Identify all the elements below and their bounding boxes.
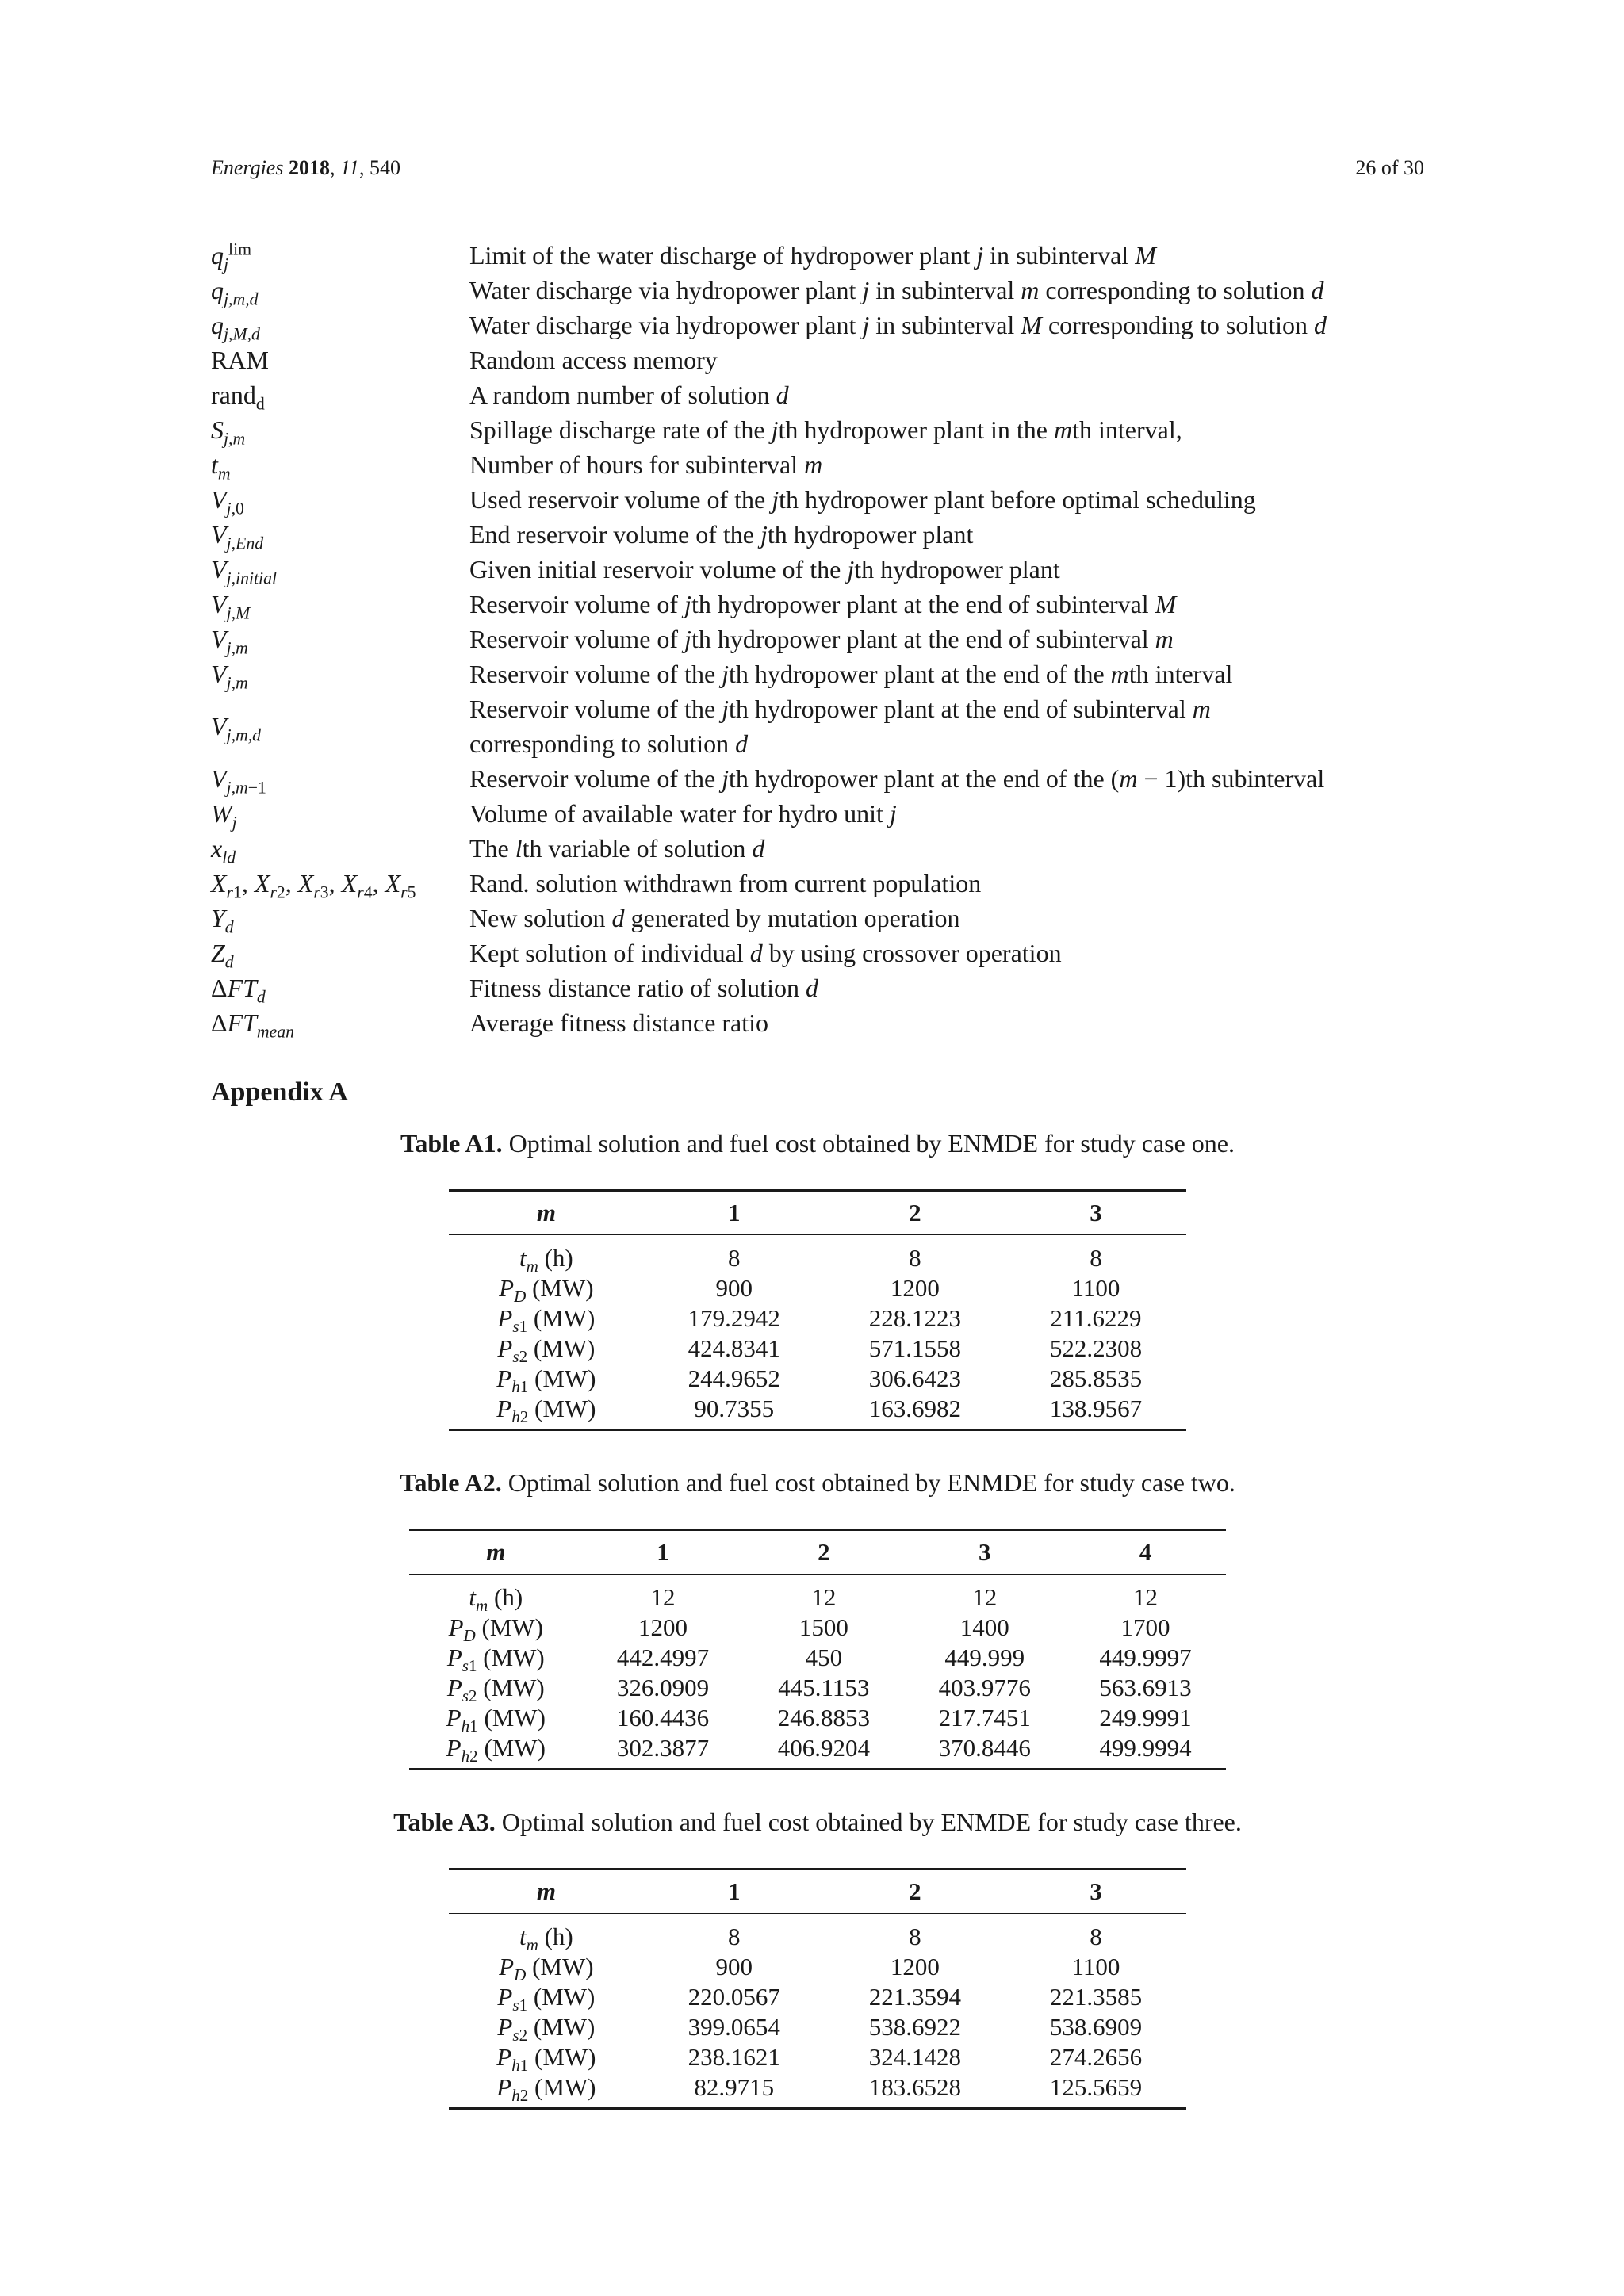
table-row-label: $P_{h2}$ (MW) <box>496 2073 596 2106</box>
table-header-cell: m <box>449 1191 644 1235</box>
nomenclature-symbol: $W_j$ <box>211 799 237 832</box>
table-a1 <box>449 1189 1186 1431</box>
table-row <box>449 2042 1186 2072</box>
table-cell: 302.3877 <box>616 1734 710 1762</box>
nomenclature-definition: Random access memory <box>469 346 718 374</box>
nomenclature-row <box>211 970 1448 1005</box>
table-row <box>409 1733 1226 1770</box>
nomenclature-row <box>211 412 1448 447</box>
table-cell: 8 <box>728 1244 741 1272</box>
nomenclature-row <box>211 831 1448 866</box>
table-cell: 238.1621 <box>688 2043 780 2071</box>
table-cell: 1200 <box>890 1953 940 1980</box>
table-row-label: $P_D$ (MW) <box>499 1274 594 1307</box>
table-cell: 522.2308 <box>1049 1334 1143 1362</box>
table-cell: 8 <box>728 1923 741 1950</box>
table-row-label: $t_m$ (h) <box>519 1923 573 1955</box>
table-cell: 12 <box>650 1583 676 1611</box>
nomenclature-row <box>211 936 1448 970</box>
table-cell: 370.8446 <box>938 1734 1031 1762</box>
table-header-cell: 3 <box>1005 1869 1186 1914</box>
table-row-label: $P_{h2}$ (MW) <box>496 1395 596 1427</box>
table-cell: 424.8341 <box>688 1334 780 1362</box>
table-caption-text: Optimal solution and fuel cost obtained by ENMDE for study case three. <box>501 1808 1242 1836</box>
table-cell: 8 <box>909 1923 921 1950</box>
table-row-label: $t_m$ (h) <box>469 1583 523 1616</box>
table-cell: 1400 <box>959 1613 1009 1641</box>
nomenclature-symbol: $V_{j,m}$ <box>211 660 248 693</box>
nomenclature-definition: End reservoir volume of the jth hydropower plant <box>469 520 974 549</box>
table-cell: 1200 <box>638 1613 688 1641</box>
table-header-cell: 1 <box>644 1869 825 1914</box>
table-cell: 399.0654 <box>688 2013 780 2041</box>
nomenclature-row <box>211 656 1448 691</box>
table-cell: 228.1223 <box>868 1304 961 1332</box>
nomenclature-row <box>211 796 1448 831</box>
nomenclature-row <box>211 866 1448 901</box>
table-cell: 82.9715 <box>694 2073 775 2101</box>
table-row <box>449 1303 1186 1334</box>
table-cell: 900 <box>715 1274 753 1302</box>
table-row <box>449 1334 1186 1364</box>
table-row-label: $P_{s1}$ (MW) <box>497 1304 596 1337</box>
table-cell: 324.1428 <box>868 2043 961 2071</box>
nomenclature-definition: Kept solution of individual d by using crossover operation <box>469 939 1062 967</box>
nomenclature-symbol: rand$_d$ <box>211 381 265 414</box>
table-row-label: $P_{s1}$ (MW) <box>446 1644 545 1676</box>
article-number: , 540 <box>359 156 401 179</box>
table-cell: 1200 <box>890 1274 940 1302</box>
nomenclature-row <box>211 901 1448 936</box>
table-cell: 244.9652 <box>688 1364 780 1392</box>
table-cell: 285.8535 <box>1049 1364 1143 1392</box>
table-cell: 160.4436 <box>616 1704 710 1732</box>
table-cell: 246.8853 <box>777 1704 870 1732</box>
page-number: 26 of 30 <box>1355 156 1424 179</box>
nomenclature-symbol: $Y_d$ <box>211 904 234 937</box>
table-cell: 8 <box>909 1244 921 1272</box>
nomenclature-row <box>211 552 1448 587</box>
nomenclature-definition: Given initial reservoir volume of the jth hydropower plant <box>469 555 1060 584</box>
nomenclature-definition: Number of hours for subinterval m <box>469 450 823 479</box>
nomenclature-definition: Spillage discharge rate of the jth hydropower plant in the mth interval, <box>469 415 1182 444</box>
table-cell: 1100 <box>1071 1274 1120 1302</box>
table-label: Table A2. <box>400 1468 502 1497</box>
nomenclature-symbol: $V_{j,M}$ <box>211 590 251 623</box>
nomenclature-row <box>211 587 1448 622</box>
table-row <box>409 1643 1226 1673</box>
table-row <box>409 1613 1226 1643</box>
table-row <box>449 1394 1186 1430</box>
table-header-row <box>409 1530 1226 1575</box>
table-row <box>449 1273 1186 1303</box>
nomenclature-symbol: $\Delta FT_{mean}$ <box>211 1008 295 1042</box>
table-cell: 138.9567 <box>1049 1395 1143 1422</box>
table-row <box>449 2072 1186 2109</box>
table-cell: 274.2656 <box>1049 2043 1143 2071</box>
appendix-heading: Appendix A <box>211 1077 348 1107</box>
table-cell: 179.2942 <box>688 1304 780 1332</box>
nomenclature-definition: Water discharge via hydropower plant j in subinterval M corresponding to solution d <box>469 311 1327 339</box>
table-row-label: $P_{s2}$ (MW) <box>497 2013 596 2045</box>
table-row-label: $P_{s2}$ (MW) <box>497 1334 596 1367</box>
table-cell: 563.6913 <box>1099 1674 1192 1701</box>
table-cell: 221.3585 <box>1049 1983 1143 2011</box>
table-cell: 12 <box>1133 1583 1159 1611</box>
nomenclature-symbol: $V_{j,initial}$ <box>211 555 277 588</box>
nomenclature-definition: Reservoir volume of jth hydropower plant at the end of subinterval M <box>469 590 1177 618</box>
table-row-label: $P_{h1}$ (MW) <box>446 1704 546 1736</box>
table-cell: 1700 <box>1120 1613 1170 1641</box>
nomenclature-symbol: $q_{j,M,d}$ <box>211 311 260 344</box>
table-cell: 442.4997 <box>616 1644 710 1671</box>
table-header-cell: 4 <box>1065 1530 1226 1575</box>
table-cell: 183.6528 <box>868 2073 961 2101</box>
nomenclature-row <box>211 1005 1448 1040</box>
nomenclature-row <box>211 482 1448 517</box>
table-cell: 12 <box>811 1583 837 1611</box>
nomenclature-definition: Water discharge via hydropower plant j in subinterval m corresponding to solution d <box>469 276 1324 304</box>
nomenclature-symbol: $V_{j,m-1}$ <box>211 764 266 798</box>
nomenclature-definition: Used reservoir volume of the jth hydropower plant before optimal scheduling <box>469 485 1256 514</box>
table-cell: 538.6922 <box>868 2013 961 2041</box>
table-row <box>449 1235 1186 1274</box>
table-header-cell: 1 <box>583 1530 744 1575</box>
journal-year: 2018 <box>288 156 330 179</box>
table-a3-caption <box>211 1804 1424 1839</box>
nomenclature-symbol: $t_m$ <box>211 450 231 484</box>
nomenclature-symbol: $X_{r1}$, $X_{r2}$, $X_{r3}$, $X_{r4}$, $X_{r5}$ <box>211 869 416 902</box>
table-row-label: $P_D$ (MW) <box>499 1953 594 1985</box>
table-cell: 326.0909 <box>616 1674 710 1701</box>
nomenclature-definition: Average fitness distance ratio <box>469 1008 769 1037</box>
table-cell: 449.9997 <box>1099 1644 1192 1671</box>
nomenclature-row <box>211 691 1448 761</box>
table-cell: 449.999 <box>944 1644 1025 1671</box>
table-cell: 220.0567 <box>688 1983 780 2011</box>
table-row-label: $P_{h1}$ (MW) <box>496 2043 596 2076</box>
table-cell: 249.9991 <box>1099 1704 1192 1732</box>
table-row-label: $P_{s2}$ (MW) <box>446 1674 545 1706</box>
table-header-cell: m <box>449 1869 644 1914</box>
table-cell: 571.1558 <box>868 1334 961 1362</box>
nomenclature-symbol: $V_{j,End}$ <box>211 520 264 553</box>
table-label: Table A1. <box>400 1129 503 1158</box>
table-cell: 12 <box>972 1583 998 1611</box>
table-row <box>409 1673 1226 1703</box>
table-a2 <box>409 1529 1226 1770</box>
table-cell: 1500 <box>799 1613 848 1641</box>
nomenclature-definition: Rand. solution withdrawn from current population <box>469 869 982 897</box>
table-cell: 538.6909 <box>1049 2013 1143 2041</box>
nomenclature-row <box>211 273 1448 308</box>
table-cell: 125.5659 <box>1049 2073 1143 2101</box>
nomenclature-definition: The lth variable of solution d <box>469 834 765 863</box>
nomenclature-row <box>211 238 1448 273</box>
table-a3 <box>449 1868 1186 2110</box>
table-header-row <box>449 1869 1186 1914</box>
table-cell: 8 <box>1090 1244 1102 1272</box>
nomenclature-symbol: $\Delta FT_d$ <box>211 974 266 1007</box>
nomenclature-definition: Reservoir volume of jth hydropower plant at the end of subinterval m <box>469 625 1174 653</box>
table-cell: 450 <box>805 1644 843 1671</box>
nomenclature-row <box>211 377 1448 412</box>
table-row <box>409 1703 1226 1733</box>
table-cell: 900 <box>715 1953 753 1980</box>
table-header-cell: m <box>409 1530 583 1575</box>
nomenclature-row <box>211 517 1448 552</box>
table-row <box>449 2012 1186 2042</box>
nomenclature-definition: Reservoir volume of the jth hydropower plant at the end of the mth interval <box>469 660 1233 688</box>
table-header-row <box>449 1191 1186 1235</box>
table-cell: 445.1153 <box>778 1674 870 1701</box>
table-cell: 163.6982 <box>868 1395 961 1422</box>
nomenclature-row <box>211 622 1448 656</box>
table-cell: 499.9994 <box>1099 1734 1192 1762</box>
nomenclature-symbol: $q_{j,m,d}$ <box>211 276 259 309</box>
nomenclature-definition: Limit of the water discharge of hydropower plant j in subinterval M <box>469 241 1156 270</box>
table-row <box>449 1914 1186 1953</box>
table-cell: 217.7451 <box>938 1704 1031 1732</box>
table-header-cell: 2 <box>825 1869 1005 1914</box>
table-header-cell: 2 <box>743 1530 904 1575</box>
table-row <box>449 1364 1186 1394</box>
table-row-label: $P_{s1}$ (MW) <box>497 1983 596 2015</box>
nomenclature-symbol: RAM <box>211 346 269 374</box>
table-cell: 211.6229 <box>1050 1304 1142 1332</box>
table-header-cell: 3 <box>1005 1191 1186 1235</box>
table-cell: 306.6423 <box>868 1364 961 1392</box>
table-a1-caption <box>211 1126 1424 1161</box>
table-caption-text: Optimal solution and fuel cost obtained by ENMDE for study case one. <box>508 1129 1235 1158</box>
table-label: Table A3. <box>393 1808 496 1836</box>
journal-name: Energies <box>211 156 284 179</box>
table-row-label: $t_m$ (h) <box>519 1244 573 1276</box>
table-row <box>409 1575 1226 1613</box>
page-header <box>211 152 1424 184</box>
table-row-label: $P_{h1}$ (MW) <box>496 1364 596 1397</box>
nomenclature-definition: Reservoir volume of the jth hydropower plant at the end of subinterval m corresponding to solution d <box>469 695 1211 758</box>
nomenclature-symbol: $V_{j,m,d}$ <box>211 712 262 745</box>
table-header-cell: 1 <box>644 1191 825 1235</box>
table-row-label: $P_{h2}$ (MW) <box>446 1734 546 1766</box>
nomenclature-definition: A random number of solution d <box>469 381 789 409</box>
nomenclature-definition: New solution d generated by mutation operation <box>469 904 960 932</box>
table-cell: 1100 <box>1071 1953 1120 1980</box>
nomenclature-definition: Fitness distance ratio of solution d <box>469 974 818 1002</box>
nomenclature-symbol: $V_{j,0}$ <box>211 485 244 519</box>
nomenclature-symbol: $q_j^{lim}$ <box>211 239 252 274</box>
table-cell: 406.9204 <box>777 1734 870 1762</box>
nomenclature-symbol: $V_{j,m}$ <box>211 625 248 658</box>
nomenclature-definition: Volume of available water for hydro unit j <box>469 799 897 828</box>
nomenclature-row <box>211 761 1448 796</box>
table-row-label: $P_D$ (MW) <box>448 1613 543 1646</box>
table-header-cell: 2 <box>825 1191 1005 1235</box>
table-caption-text: Optimal solution and fuel cost obtained by ENMDE for study case two. <box>508 1468 1235 1497</box>
table-cell: 90.7355 <box>694 1395 775 1422</box>
journal-citation: Energies 2018, 11, 540 <box>211 156 401 179</box>
table-header-cell: 3 <box>904 1530 1065 1575</box>
table-a2-caption <box>211 1465 1424 1500</box>
table-cell: 403.9776 <box>938 1674 1031 1701</box>
table-row <box>449 1952 1186 1982</box>
nomenclature-symbol: $Z_d$ <box>211 939 234 972</box>
table-cell: 221.3594 <box>868 1983 961 2011</box>
nomenclature-row <box>211 447 1448 482</box>
nomenclature-symbol: $x_{ld}$ <box>211 834 236 867</box>
nomenclature-row <box>211 308 1448 342</box>
table-cell: 8 <box>1090 1923 1102 1950</box>
journal-volume: 11 <box>339 156 360 179</box>
nomenclature-row <box>211 342 1448 377</box>
nomenclature-list <box>211 238 1448 1040</box>
table-row <box>449 1982 1186 2012</box>
nomenclature-symbol: $S_{j,m}$ <box>211 415 246 449</box>
nomenclature-definition: Reservoir volume of the jth hydropower plant at the end of the (m − 1)th subinterval <box>469 764 1325 793</box>
